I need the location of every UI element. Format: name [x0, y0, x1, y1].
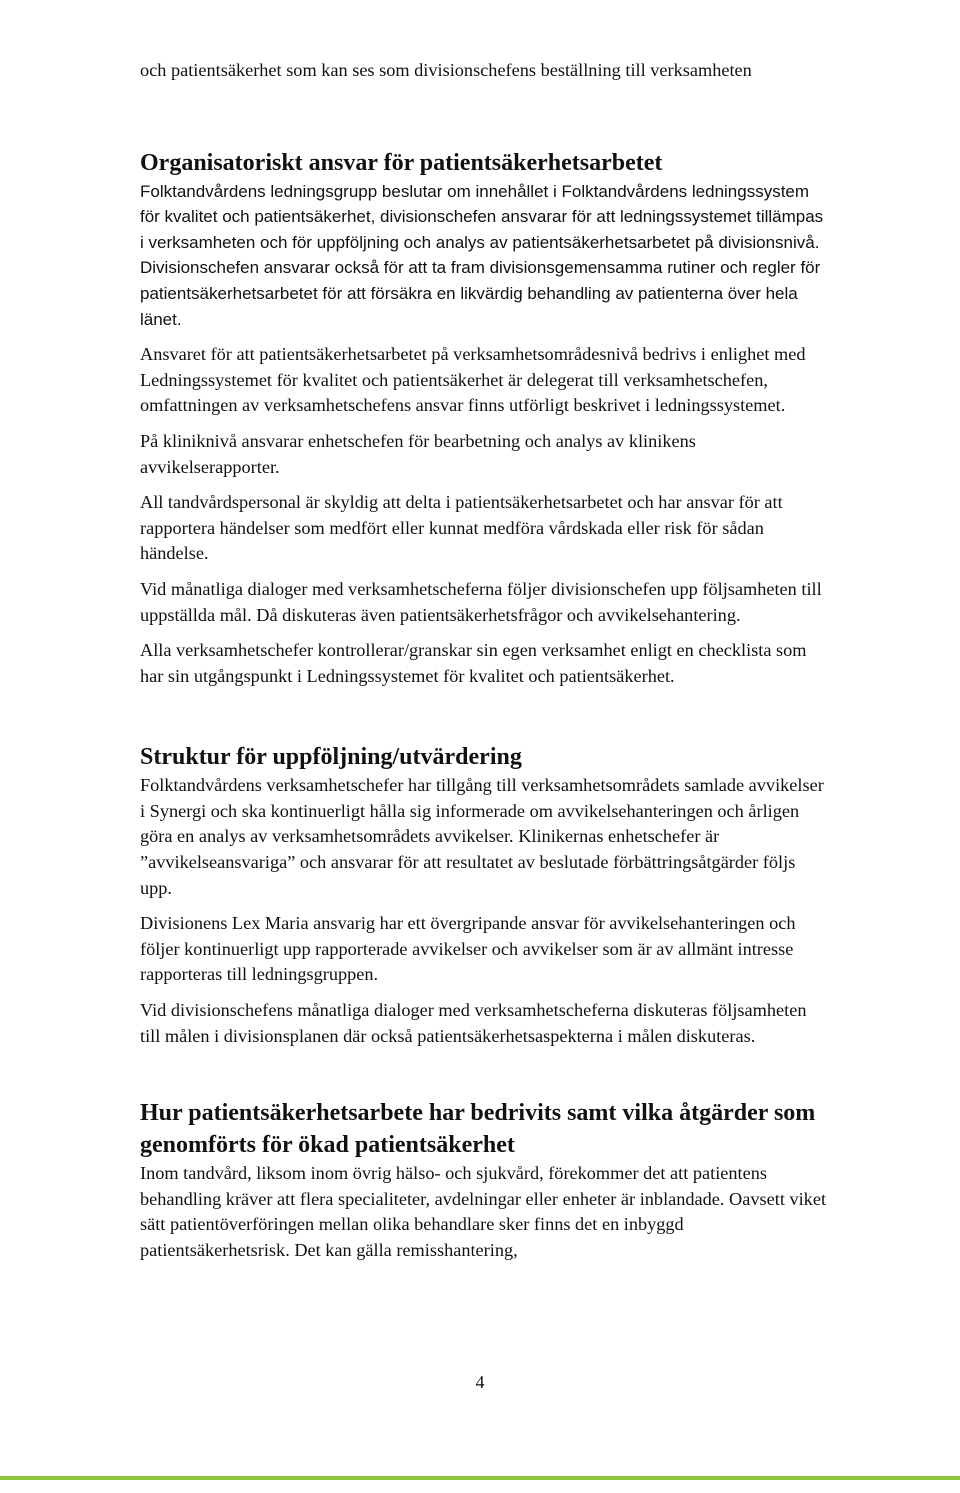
section-heading-struktur-uppfoljning: Struktur för uppföljning/utvärdering: [140, 744, 522, 771]
paragraph-verksamhetschef-ansvar: Ansvaret för att patientsäkerhetsarbetet på verksamhetsområdesnivå bedrivs i enlighet med Ledningssystemet för kvalitet och patientsäkerhet är delegerat till verksamhetschefen, omfattningen av verksamhetschefens ansvar finns utförligt beskrivet i ledningssystemet.: [140, 344, 806, 416]
paragraph-tandvardspersonal: All tandvårdspersonal är skyldig att delta i patientsäkerhetsarbetet och har ansvar för att rapportera händelser som medfört eller kunnat medföra vårdskada eller risk för sådan händelse.: [140, 492, 783, 564]
page-number: 4: [475, 1372, 485, 1392]
footer-rule: [0, 1476, 960, 1480]
document-page: [140, 58, 830, 1264]
paragraph-tandvard-specialiteter: Inom tandvård, liksom inom övrig hälso- och sjukvård, förekommer det att patientens behandling kräver att flera specialiteter, avdelningar eller enheter är inblandade. Oavsett viket sätt patientöverföringen mellan olika behandlare sker finns det en inbyggd patientsäkerhetsrisk. Det kan gälla remisshantering,: [140, 1163, 827, 1260]
paragraph-manatliga-dialoger: Vid månatliga dialoger med verksamhetscheferna följer divisionschefen upp följsamheten till uppställda mål. Då diskuteras även patientsäkerhetsfrågor och avvikelsehantering.: [140, 578, 822, 625]
paragraph-divisionsplan: Vid divisionschefens månatliga dialoger med verksamhetscheferna diskuteras följsamheten till målen i divisionsplanen där också patientsäkerhetsaspekterna i målen diskuteras.: [140, 1000, 807, 1046]
section-heading-patientsakerhetsarbete: Hur patientsäkerhetsarbete har bedrivits samt vilka åtgärder som genomförts för ökad patientsäkerhet: [140, 1100, 816, 1159]
paragraph-ledningsgrupp: Folktandvårdens ledningsgrupp beslutar om innehållet i Folktandvårdens ledningssystem för kvalitet och patientsäkerhet, divisionschefen ansvarar för att ledningssystemet tillämpas i verksamheten och för uppföljning och analys av patientsäkerhetsarbetet på divisionsnivå. Divisionschefen ansvarar också för att ta fram divisionsgemensamma rutiner och regler för patientsäkerhetsarbetet för att försäkra en likvärdig behandling av patienterna över hela länet.: [140, 181, 824, 329]
paragraph-klinikniva: På kliniknivå ansvarar enhetschefen för bearbetning och analys av klinikens avvikelserapporter.: [140, 430, 696, 477]
paragraph-synergi: Folktandvårdens verksamhetschefer har tillgång till verksamhetsområdets samlade avvikelser i Synergi och ska kontinuerligt hålla sig informerade om avvikelsehanteringen och årligen göra en analys av verksamhetsområdets avvikelser. Klinikernas enhetschefer är ”avvikelseansvariga” och ansvarar för att resultatet av beslutade förbättringsåtgärder följs upp.: [140, 775, 824, 898]
paragraph-checklista: Alla verksamhetschefer kontrollerar/granskar sin egen verksamhet enligt en checklista som har sin utgångspunkt i Ledningssystemet för kvalitet och patientsäkerhet.: [140, 640, 807, 686]
section-heading-organisatoriskt-ansvar: Organisatoriskt ansvar för patientsäkerhetsarbetet: [140, 149, 663, 176]
intro-paragraph: och patientsäkerhet som kan ses som divisionschefens beställning till verksamheten: [140, 60, 752, 80]
paragraph-lex-maria: Divisionens Lex Maria ansvarig har ett övergripande ansvar för avvikelsehanteringen och följer kontinuerligt upp rapporterade avvikelser och avvikelser som är av allmänt intresse rapporteras till ledningsgruppen.: [140, 913, 796, 985]
